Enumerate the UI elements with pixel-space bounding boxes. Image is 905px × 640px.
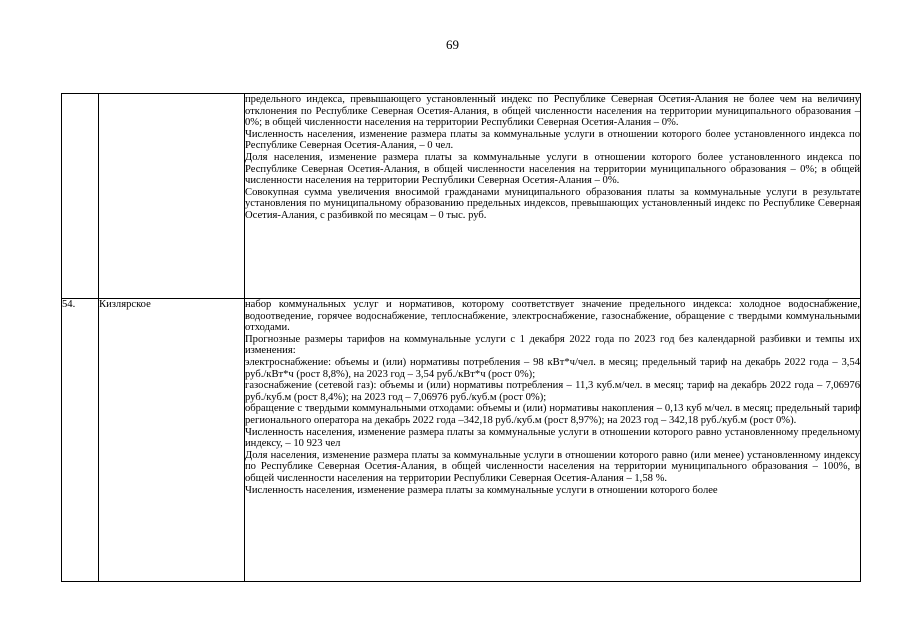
description-cell <box>245 94 861 299</box>
municipality-name-cell: Кизлярское <box>99 299 245 582</box>
page-number: 69 <box>446 37 459 52</box>
description-cell <box>245 299 861 582</box>
paragraph: Доля населения, изменение размера платы за коммунальные услуги в отношении которого равно (или менее) установленному индексу по Республике Северная Осетия-Алания, в общей численности населения на территории муниципального образования – 100%, в общей численности населения на территории Республики Северная Осетия-Алания – 1,58 %. <box>245 449 860 484</box>
paragraph: набор коммунальных услуг и нормативов, которому соответствует значение предельного индекса: холодное водоснабжение, водоотведение, горячее водоснабжение, теплоснабжение, электроснабжение, газоснабжение, обращение с твердыми коммунальными отходами. <box>245 299 860 334</box>
paragraph: Прогнозные размеры тарифов на коммунальные услуги с 1 декабря 2022 года по 2023 год без календарной разбивки и темпы их изменения: <box>245 333 860 357</box>
paragraph: обращение с твердыми коммунальными отходами: объемы и (или) нормативы накопления – 0,13 куб м/чел. в месяц; предельный тариф регионального оператора на декабрь 2022 года –342,18 руб./куб.м (рост 8,97%); на 2023 год – 342,18 руб./куб.м (рост 0%). <box>245 403 860 426</box>
row-number-cell <box>62 94 99 299</box>
paragraph: газоснабжение (сетевой газ): объемы и (или) нормативы потребления – 11,3 куб.м/чел. в месяц; тариф на декабрь 2022 года – 7,06976 руб./куб.м (рост 8,4%); на 2023 год – 7,06976 руб./куб.м (рост 0%); <box>245 380 860 403</box>
paragraph: Численность населения, изменение размера платы за коммунальные услуги в отношении которого более установленного индекса по Республике Северная Осетия-Алания, – 0 чел. <box>245 128 860 152</box>
table-row <box>62 94 861 299</box>
paragraph: электроснабжение: объемы и (или) нормативы потребления – 98 кВт*ч/чел. в месяц; предельный тариф на декабрь 2022 года – 3,54 руб./кВт*ч (рост 8,8%), на 2023 год – 3,54 руб./кВт*ч (рост 0%); <box>245 356 860 380</box>
paragraph: Численность населения, изменение размера платы за коммунальные услуги в отношении которого равно установленному предельному индексу, – 10 923 чел <box>245 426 860 450</box>
paragraph: Численность населения, изменение размера платы за коммунальные услуги в отношении которого более <box>245 484 718 496</box>
municipality-name-cell <box>99 94 245 299</box>
row-number-cell: 54. <box>62 299 99 582</box>
paragraph: Совокупная сумма увеличения вносимой гражданами муниципального образования платы за коммунальные услуги в результате установления по муниципальному образованию предельных индексов, превышающих установленный индекс по Республике Северная Осетия-Алания, с разбивкой по месяцам – 0 тыс. руб. <box>245 186 860 221</box>
document-table <box>61 93 861 582</box>
paragraph: предельного индекса, превышающего установленный индекс по Республике Северная Осетия-Алания не более чем на величину отклонения по Республике Северная Осетия-Алания, в общей численности населения на территории муниципального образования – 0%; в общей численности населения на территории Республики Северная Осетия-Алания – 0%. <box>245 94 860 129</box>
paragraph: Доля населения, изменение размера платы за коммунальные услуги в отношении которого более установленного индекса по Республике Северная Осетия-Алания, в общей численности населения на территории муниципального образования – 0%; в общей численности населения на территории Республики Северная Осетия-Алания – 0%. <box>245 151 860 187</box>
table-row <box>62 299 861 582</box>
